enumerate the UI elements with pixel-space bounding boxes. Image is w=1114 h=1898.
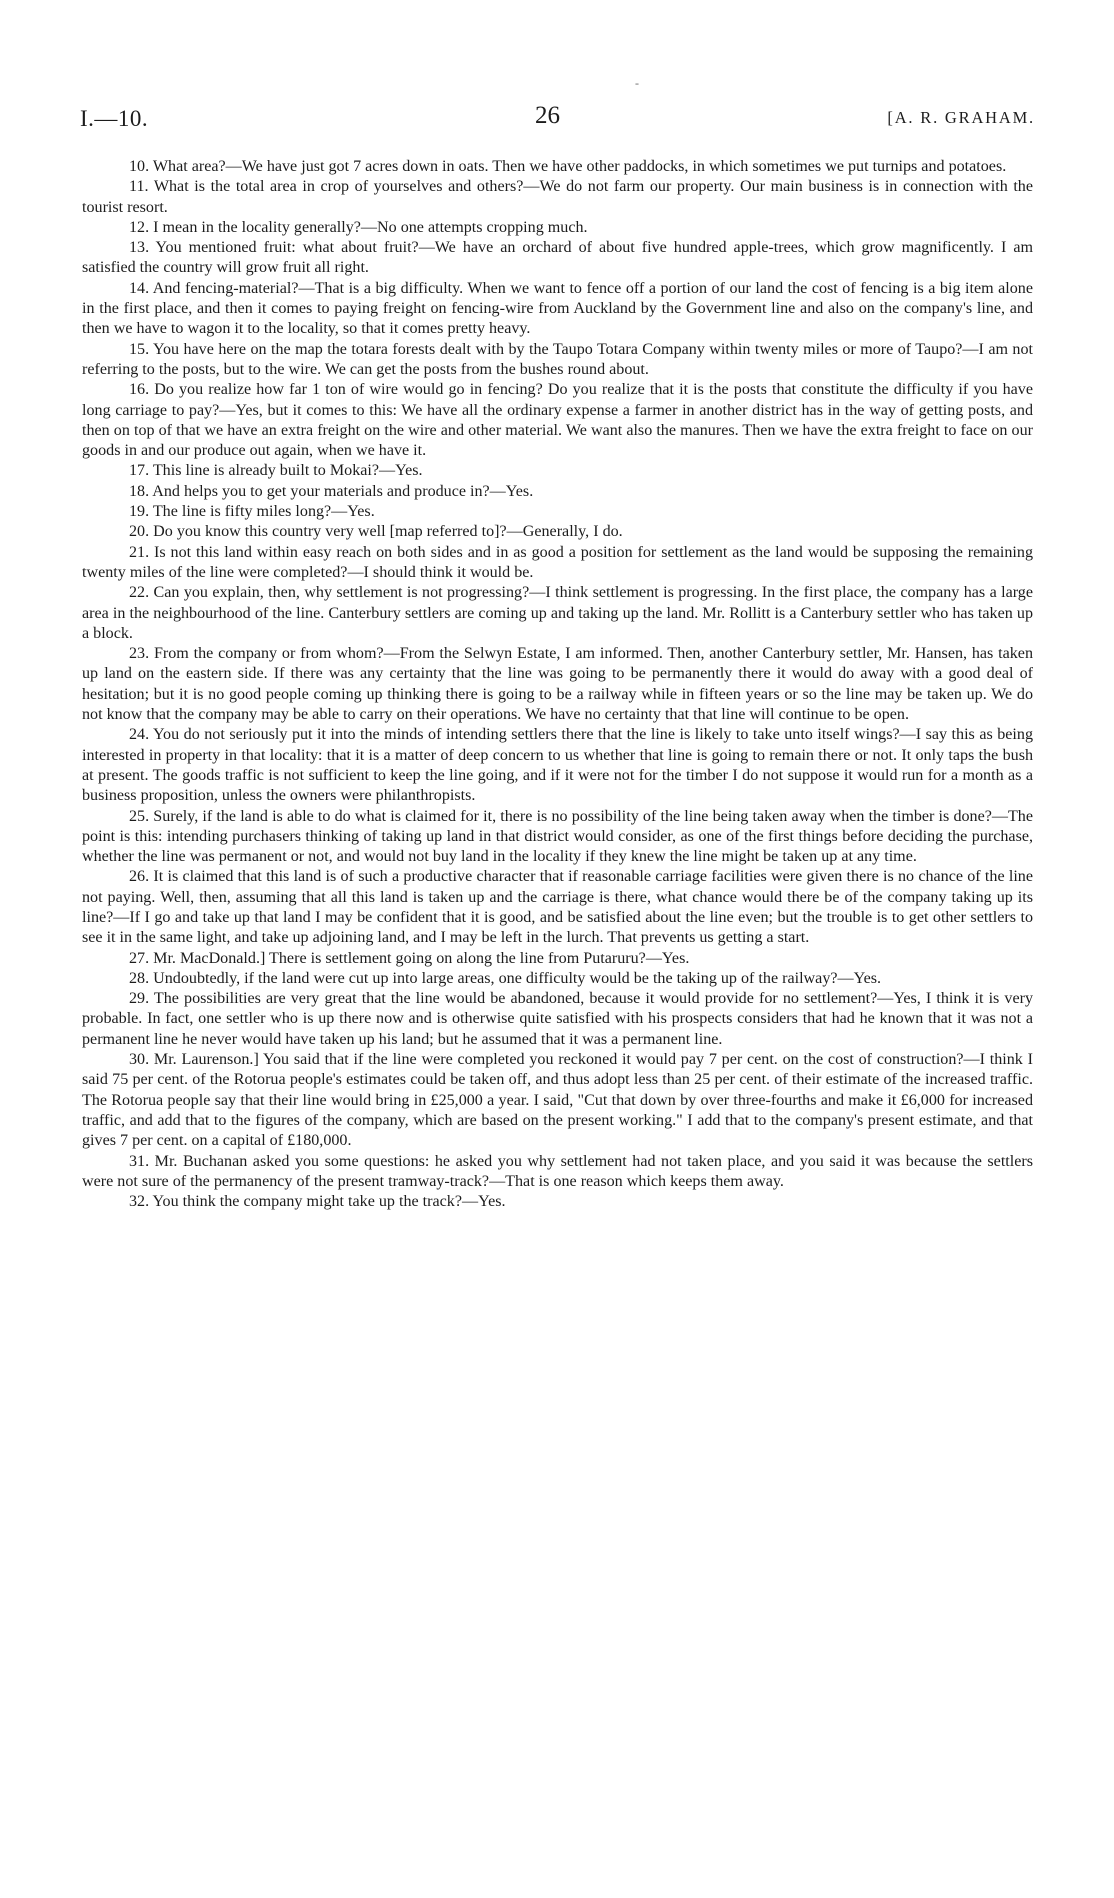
paragraph: 25. Surely, if the land is able to do what is claimed for it, there is no possibility of the line being taken away when the timber is done?—The point is this: intending purchasers thinking of taking up land in that district would consider, as one of the first things before deciding the purchase, whether the line was permanent or not, and would not buy land in the locality if they knew the line might be taken up at any time. [82,807,1033,866]
paragraph: 19. The line is fifty miles long?—Yes. [129,503,375,521]
page-header [80,102,1035,138]
paragraph: 17. This line is already built to Mokai?—Yes. [129,462,423,480]
paragraph: 10. What area?—We have just got 7 acres down in oats. Then we have other paddocks, in which sometimes we put turnips and potatoes. [129,158,1007,175]
paragraph: 30. Mr. Laurenson.] You said that if the line were completed you reckoned it would pay 7 per cent. on the cost of construction?—I think I said 75 per cent. of the Rotorua people's estimates could be taken off, and thus adopt less than 25 per cent. of their estimate of the increased traffic. The Rotorua people say that their line would bring in £25,000 a year. I said, "Cut that down by over three-fourths and make it £6,000 for increased traffic, and add that to the figures of the company, which are based on the present working." I add that to the company's present estimate, and that gives 7 per cent. on a capital of £180,000. [82,1051,1033,1150]
paragraph: 18. And helps you to get your materials and produce in?—Yes. [129,482,534,500]
page-mark: - [635,76,639,90]
paragraph: 31. Mr. Buchanan asked you some questions: he asked you why settlement had not taken place, and you said it was because the settlers were not sure of the permanency of the present tramway-track?—That is one reason which keeps them away. [82,1152,1033,1190]
page-number: 26 [535,102,560,129]
paragraph: 24. You do not seriously put it into the minds of intending settlers there that the line is likely to take unto itself wings?—I say this as being interested in property in that locality: that it is a matter of deep concern to us whether that line is going to remain there or not. It only taps the bush at present. The goods traffic is not sufficient to keep the line going, and if it were not for the timber I do not suppose it would run for a month as a business proposition, unless the owners were philanthropists. [82,726,1033,805]
paragraph: 11. What is the total area in crop of yourselves and others?—We do not farm our property. Our main business is in connection with the tourist resort. [82,178,1033,216]
paragraph: 12. I mean in the locality generally?—No one attempts cropping much. [129,218,588,236]
paragraph: 13. You mentioned fruit: what about fruit?—We have an orchard of about five hundred apple-trees, which grow magnificently. I am satisfied the country will grow fruit all right. [82,239,1033,277]
paragraph: 28. Undoubtedly, if the land were cut up into large areas, one difficulty would be the taking up of the railway?—Yes. [129,969,882,987]
paragraph: 21. Is not this land within easy reach on both sides and in as good a position for settlement as the land would be supposing the remaining twenty miles of the line were completed?—I should think it would be. [82,543,1033,581]
paragraph: 27. Mr. MacDonald.] There is settlement going on along the line from Putaruru?—Yes. [129,949,690,967]
paragraph: 29. The possibilities are very great that the line would be abandoned, because it would provide for no settlement?—Yes, I think it is very probable. In fact, one settler who is up there now and is otherwise quite satisfied with his prospects considers that had he known that it was not a permanent line he never would have taken up his land; but he assumed that it was a permanent line. [82,990,1033,1048]
paragraph: 26. It is claimed that this land is of such a productive character that if reasonable carriage facilities were given there is no chance of the line not paying. Well, then, assuming that all this land is taken up and the carriage is there, what chance would there be of the company taking up its line?—If I go and take up that land I may be confident that it is good, and be satisfied about the line even; but the trouble is to get other settlers to see it in the same light, and take up adjoining land, and I may be left in the lurch. That prevents us getting a start. [82,868,1033,947]
paragraph: 22. Can you explain, then, why settlement is not progressing?—I think settlement is progressing. In the first place, the company has a large area in the neighbourhood of the line. Canterbury settlers are coming up and taking up the land. Mr. Rollitt is a Canterbury settler who has taken up a block. [82,584,1033,642]
paragraph: 23. From the company or from whom?—From the Selwyn Estate, I am informed. Then, another Canterbury settler, Mr. Hansen, has taken up land on the eastern side. If there was any certainty that the line was going to be permanently there it would do away with a good deal of hesitation; but it is no good people coming up thinking there is going to be a railway while in fifteen years or so the line may be taken up. We do not know that the company may be able to carry on their operations. We have no certainty that that line will continue to be open. [82,645,1033,724]
witness-name: [A. R. GRAHAM. [887,108,1035,127]
paragraph: 15. You have here on the map the totara forests dealt with by the Taupo Totara Company within twenty miles or more of Taupo?—I am not referring to the posts, but to the wire. We can get the posts from the bushes round about. [82,340,1033,378]
document-reference: I.—10. [80,106,149,131]
paragraph: 16. Do you realize how far 1 ton of wire would go in fencing? Do you realize that it is the posts that constitute the difficulty if you have long carriage to pay?—Yes, but it comes to this: We have all the ordinary expense a farmer in another district has in the way of getting posts, and then on top of that we have an extra freight on the wire and other material. We want also the manures. Then we have the extra freight to face on our goods in and our produce out again, when we have it. [82,381,1033,460]
paragraph: 32. You think the company might take up the track?—Yes. [129,1193,506,1211]
document-body [82,157,1033,1212]
paragraph: 14. And fencing-material?—That is a big difficulty. When we want to fence off a portion of our land the cost of fencing is a big item alone in the first place, and then it comes to paying freight on fencing-wire from Auckland by the Government line and also on the company's line, and then we have to wagon it to the locality, so that it comes pretty heavy. [82,279,1033,338]
paragraph: 20. Do you know this country very well [map referred to]?—Generally, I do. [129,523,623,541]
